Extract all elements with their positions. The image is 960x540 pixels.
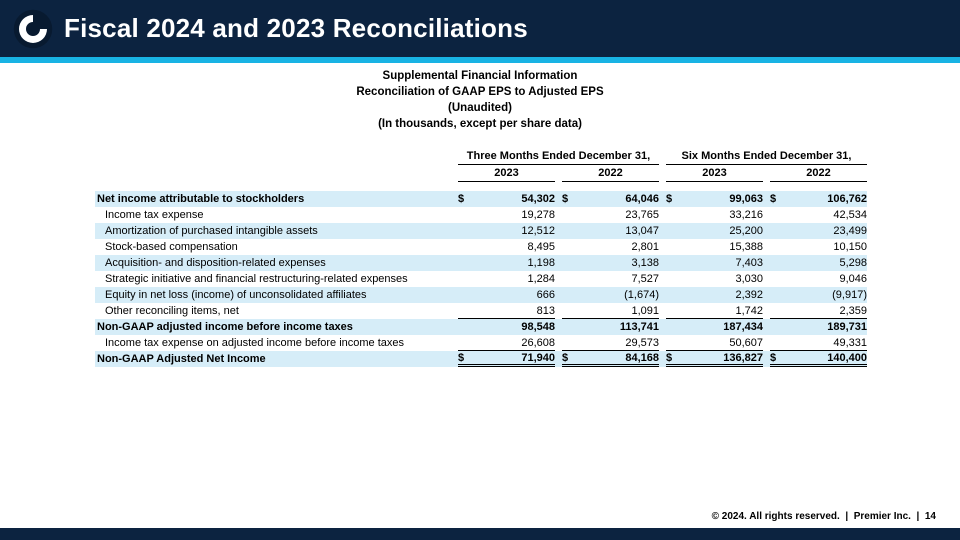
row-label: Amortization of purchased intangible assets: [105, 225, 318, 237]
table-body: [95, 191, 867, 367]
cell-value: 813: [536, 304, 555, 317]
value-cell: [770, 271, 867, 287]
dollar-sign: $: [770, 351, 777, 364]
table-caption: [0, 68, 960, 132]
cell-value: 189,731: [827, 321, 867, 333]
premier-logo-icon: [12, 8, 54, 50]
cell-value: 3,138: [631, 257, 659, 269]
value-cell: [458, 255, 555, 271]
value-cell: [562, 335, 659, 351]
value-cell: [666, 207, 763, 223]
reconciliation-table: [95, 148, 867, 367]
caption-line-1: Supplemental Financial Information: [382, 70, 578, 82]
dollar-sign: $: [770, 193, 777, 205]
cell-value: 666: [536, 289, 555, 301]
dollar-sign: $: [562, 193, 569, 205]
value-cell: [562, 191, 659, 207]
value-cell: [770, 351, 867, 367]
value-cell: [770, 319, 867, 335]
cell-value: 2,392: [735, 289, 763, 301]
caption-line-2: Reconciliation of GAAP EPS to Adjusted EPS: [356, 86, 604, 98]
value-cell: [562, 207, 659, 223]
cell-value: 1,284: [527, 273, 555, 285]
footer-text: © 2024. All rights reserved. | Premier Inc. | 14: [711, 511, 936, 522]
value-cell: [770, 335, 867, 351]
value-cell: [458, 223, 555, 239]
value-cell: [666, 287, 763, 303]
cell-value: 10,150: [833, 241, 867, 253]
value-cell: [458, 351, 555, 367]
value-cell: [562, 271, 659, 287]
cell-value: 23,499: [833, 225, 867, 237]
cell-value: 2,801: [631, 241, 659, 253]
group-header-three-months: Three Months Ended December 31,: [458, 150, 659, 165]
cell-value: 8,495: [527, 241, 555, 253]
year-header: 2022: [562, 165, 659, 182]
cell-value: 23,765: [625, 209, 659, 221]
dollar-sign: $: [666, 351, 673, 364]
cell-value: 1,091: [631, 304, 659, 317]
cell-value: (9,917): [832, 289, 867, 301]
value-cell: [562, 239, 659, 255]
cell-value: 12,512: [521, 225, 555, 237]
value-cell: [458, 239, 555, 255]
cell-value: 29,573: [625, 336, 659, 349]
table-row: [95, 191, 867, 207]
row-label: Other reconciling items, net: [105, 305, 239, 317]
value-cell: [458, 287, 555, 303]
row-label: Stock-based compensation: [105, 241, 238, 253]
accent-bar: [0, 57, 960, 63]
value-cell: [770, 207, 867, 223]
cell-value: 187,434: [723, 321, 763, 333]
cell-value: 64,046: [625, 193, 659, 205]
cell-value: 49,331: [833, 336, 867, 349]
table-row: [95, 255, 867, 271]
year-header: 2022: [770, 165, 867, 182]
row-label: Income tax expense on adjusted income before income taxes: [105, 337, 405, 349]
value-cell: [666, 335, 763, 351]
value-cell: [666, 239, 763, 255]
value-cell: [770, 191, 867, 207]
cell-value: 13,047: [625, 225, 659, 237]
table-row: [95, 271, 867, 287]
cell-value: 50,607: [729, 336, 763, 349]
value-cell: [458, 271, 555, 287]
value-cell: [770, 303, 867, 319]
value-cell: [666, 319, 763, 335]
cell-value: 5,298: [839, 257, 867, 269]
cell-value: 3,030: [735, 273, 763, 285]
table-row: [95, 287, 867, 303]
cell-value: 26,608: [521, 336, 555, 349]
row-label: Income tax expense: [105, 209, 204, 221]
dollar-sign: $: [666, 193, 673, 205]
value-cell: [770, 287, 867, 303]
value-cell: [770, 239, 867, 255]
header-bar: [0, 0, 960, 57]
cell-value: 99,063: [729, 193, 763, 205]
cell-value: 54,302: [521, 193, 555, 205]
cell-value: 33,216: [729, 209, 763, 221]
dollar-sign: $: [458, 351, 465, 364]
cell-value: 19,278: [521, 209, 555, 221]
cell-value: 140,400: [827, 351, 867, 364]
value-cell: [770, 255, 867, 271]
row-label: Equity in net loss (income) of unconsolidated affiliates: [105, 289, 367, 301]
caption-line-3: (Unaudited): [448, 102, 512, 114]
value-cell: [458, 335, 555, 351]
value-cell: [458, 319, 555, 335]
value-cell: [666, 271, 763, 287]
value-cell: [666, 351, 763, 367]
cell-value: 7,527: [631, 273, 659, 285]
cell-value: (1,674): [624, 289, 659, 301]
value-cell: [562, 287, 659, 303]
cell-value: 2,359: [839, 304, 867, 317]
cell-value: 15,388: [729, 241, 763, 253]
year-header: 2023: [458, 165, 555, 182]
cell-value: 113,741: [619, 321, 659, 333]
footer-bar: [0, 528, 960, 540]
caption-line-4: (In thousands, except per share data): [378, 118, 582, 130]
cell-value: 84,168: [625, 351, 659, 364]
cell-value: 1,198: [527, 257, 555, 269]
dollar-sign: $: [458, 193, 465, 205]
value-cell: [666, 255, 763, 271]
dollar-sign: $: [562, 351, 569, 364]
cell-value: 106,762: [827, 193, 867, 205]
value-cell: [458, 207, 555, 223]
cell-value: 42,534: [833, 209, 867, 221]
cell-value: 7,403: [735, 257, 763, 269]
row-label: Strategic initiative and financial restructuring-related expenses: [105, 273, 408, 285]
value-cell: [666, 223, 763, 239]
row-label: Non-GAAP Adjusted Net Income: [97, 353, 266, 365]
value-cell: [458, 191, 555, 207]
group-header-six-months: Six Months Ended December 31,: [666, 150, 867, 165]
value-cell: [666, 303, 763, 319]
year-header-row: [95, 165, 867, 182]
row-label: Acquisition- and disposition-related expenses: [105, 257, 326, 269]
value-cell: [562, 223, 659, 239]
group-header-row: [95, 148, 867, 165]
table-row: [95, 207, 867, 223]
cell-value: 98,548: [521, 321, 555, 333]
cell-value: 25,200: [729, 225, 763, 237]
value-cell: [770, 223, 867, 239]
cell-value: 136,827: [723, 351, 763, 364]
value-cell: [562, 255, 659, 271]
table-row: [95, 223, 867, 239]
table-row: [95, 351, 867, 367]
cell-value: 1,742: [735, 304, 763, 317]
row-label: Non-GAAP adjusted income before income taxes: [97, 321, 353, 333]
value-cell: [666, 191, 763, 207]
cell-value: 9,046: [839, 273, 867, 285]
table-row: [95, 239, 867, 255]
table-row: [95, 335, 867, 351]
value-cell: [562, 303, 659, 319]
table-row: [95, 303, 867, 319]
row-label: Net income attributable to stockholders: [97, 193, 305, 205]
value-cell: [562, 351, 659, 367]
value-cell: [458, 303, 555, 319]
cell-value: 71,940: [521, 351, 555, 364]
page-title: Fiscal 2024 and 2023 Reconciliations: [64, 13, 528, 43]
table-row: [95, 319, 867, 335]
year-header: 2023: [666, 165, 763, 182]
value-cell: [562, 319, 659, 335]
